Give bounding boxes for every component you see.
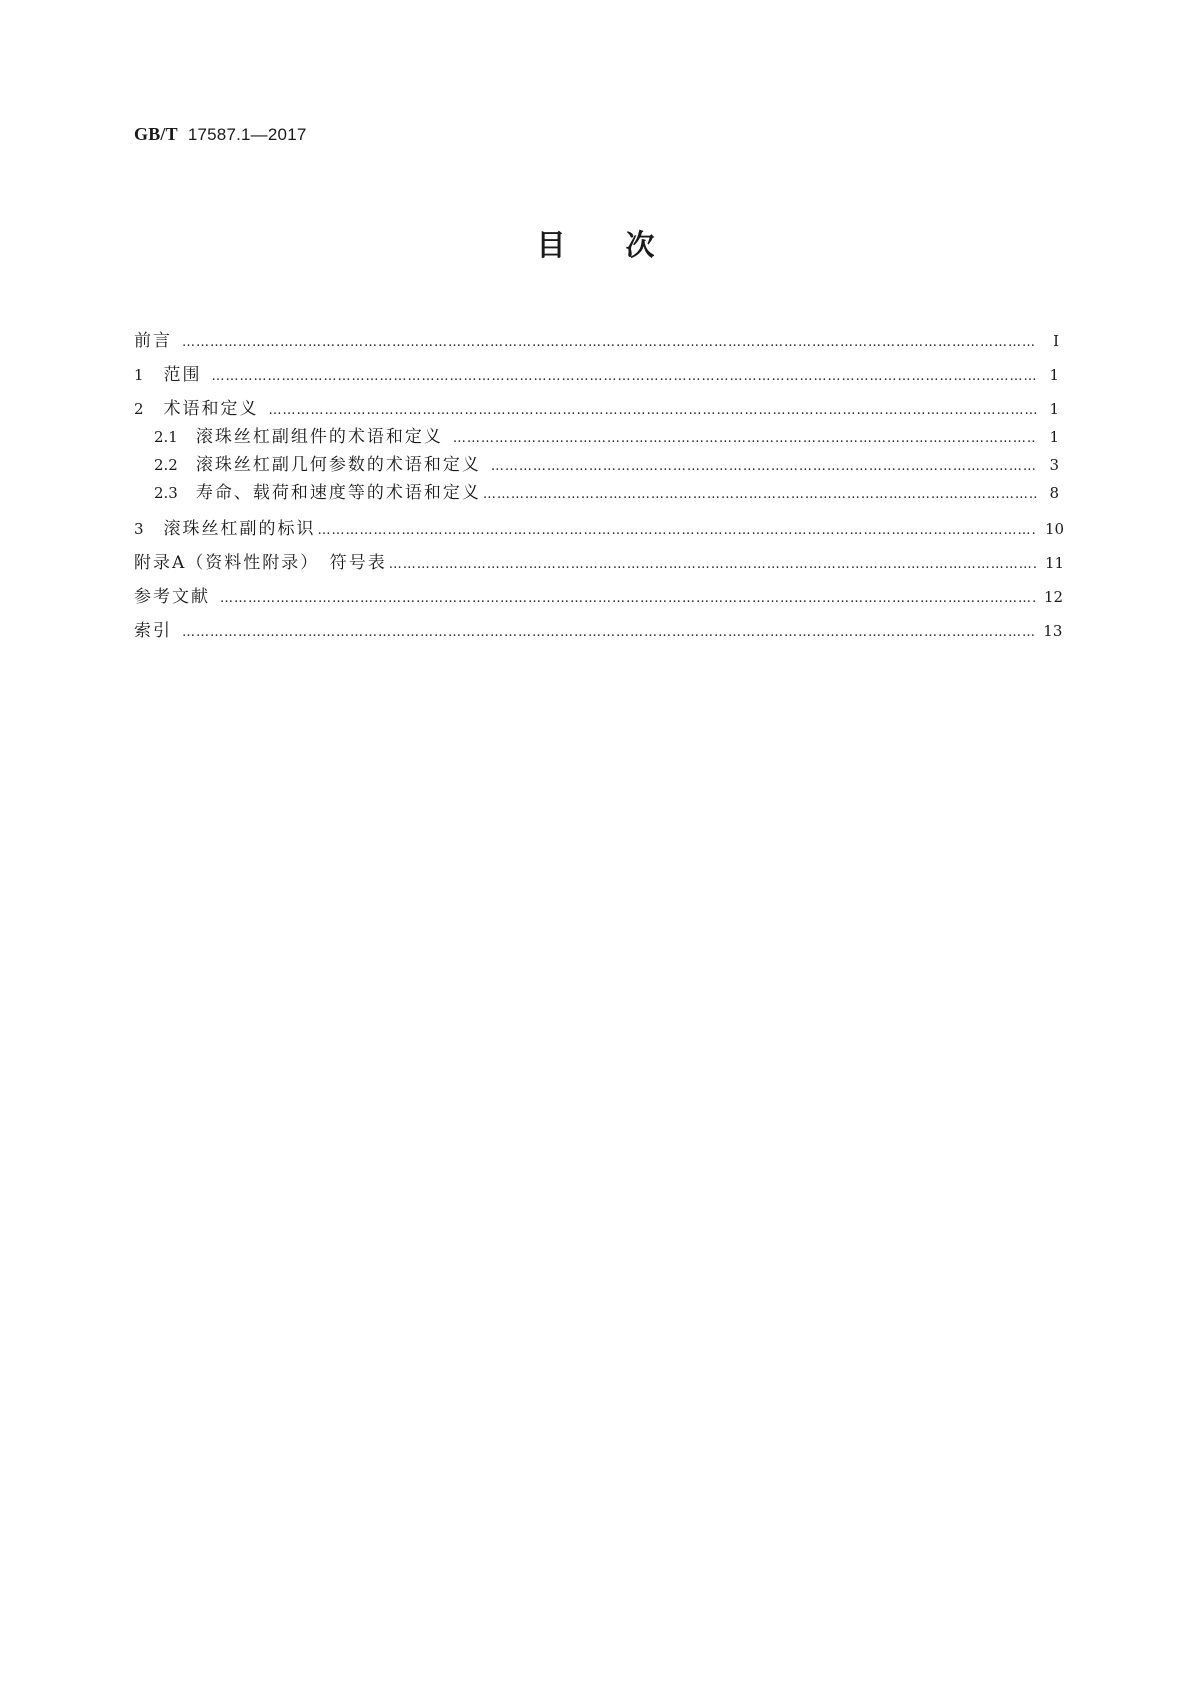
toc-leader-dots bbox=[483, 480, 1037, 510]
toc-entry-label: 附录A（资料性附录） 符号表 bbox=[134, 553, 387, 573]
toc-entry-2-1[interactable] bbox=[134, 422, 1059, 452]
toc-entry-page: 1 bbox=[1049, 366, 1059, 384]
toc-entry-preface[interactable] bbox=[134, 326, 1059, 356]
toc-leader-dots bbox=[389, 550, 1037, 580]
toc-entry-label: 索引 bbox=[134, 621, 172, 641]
toc-entry-page: 8 bbox=[1049, 484, 1059, 502]
toc-entry-label: 范围 bbox=[163, 365, 202, 385]
standard-number bbox=[134, 124, 307, 145]
toc-entry-page: 1 bbox=[1049, 400, 1059, 418]
toc-entry-label: 滚珠丝杠副的标识 bbox=[163, 519, 316, 539]
toc-entry-page: 11 bbox=[1045, 554, 1065, 572]
toc-entry-label: 寿命、载荷和速度等的术语和定义 bbox=[195, 483, 481, 503]
toc-leader-dots bbox=[220, 584, 1036, 614]
toc-entry-index[interactable] bbox=[134, 616, 1063, 646]
toc-entry-number: 2.3 bbox=[154, 484, 178, 502]
toc-entry-marking[interactable] bbox=[134, 514, 1065, 544]
toc-entry-number: 2.2 bbox=[154, 456, 178, 474]
toc-entry-number: 3 bbox=[134, 520, 144, 538]
toc-entry-bibliography[interactable] bbox=[134, 582, 1064, 612]
toc-entry-number: 2 bbox=[134, 400, 144, 418]
toc-entry-number: 1 bbox=[134, 366, 144, 384]
toc-entry-page: 13 bbox=[1043, 622, 1063, 640]
standard-code: 17587.1—2017 bbox=[187, 125, 307, 144]
toc-leader-dots bbox=[182, 328, 1037, 358]
toc-entry-page: 12 bbox=[1043, 588, 1064, 606]
toc-entry-annex-a[interactable] bbox=[134, 548, 1065, 578]
toc-entry-page: 1 bbox=[1049, 428, 1059, 446]
toc-leader-dots bbox=[318, 516, 1037, 546]
toc-entry-number: 2.1 bbox=[154, 428, 178, 446]
toc-entry-label: 术语和定义 bbox=[163, 399, 259, 419]
toc-entry-label: 参考文献 bbox=[134, 587, 210, 607]
toc-entry-scope[interactable] bbox=[134, 360, 1059, 390]
toc-entry-label: 滚珠丝杠副几何参数的术语和定义 bbox=[195, 455, 481, 475]
toc-leader-dots bbox=[212, 362, 1037, 392]
toc-entry-page: Ⅰ bbox=[1053, 332, 1059, 350]
page-title: 目次 bbox=[536, 228, 715, 262]
toc-entry-terms[interactable] bbox=[134, 394, 1059, 424]
toc-leader-dots bbox=[182, 618, 1035, 648]
toc-entry-2-3[interactable] bbox=[134, 478, 1059, 508]
toc-entry-label: 前言 bbox=[134, 331, 172, 351]
standard-prefix: GB/T bbox=[134, 124, 178, 144]
toc-entry-page: 10 bbox=[1045, 520, 1065, 538]
toc-entry-2-2[interactable] bbox=[134, 450, 1059, 480]
toc-entry-page: 3 bbox=[1049, 456, 1059, 474]
toc-entry-label: 滚珠丝杠副组件的术语和定义 bbox=[195, 427, 443, 447]
